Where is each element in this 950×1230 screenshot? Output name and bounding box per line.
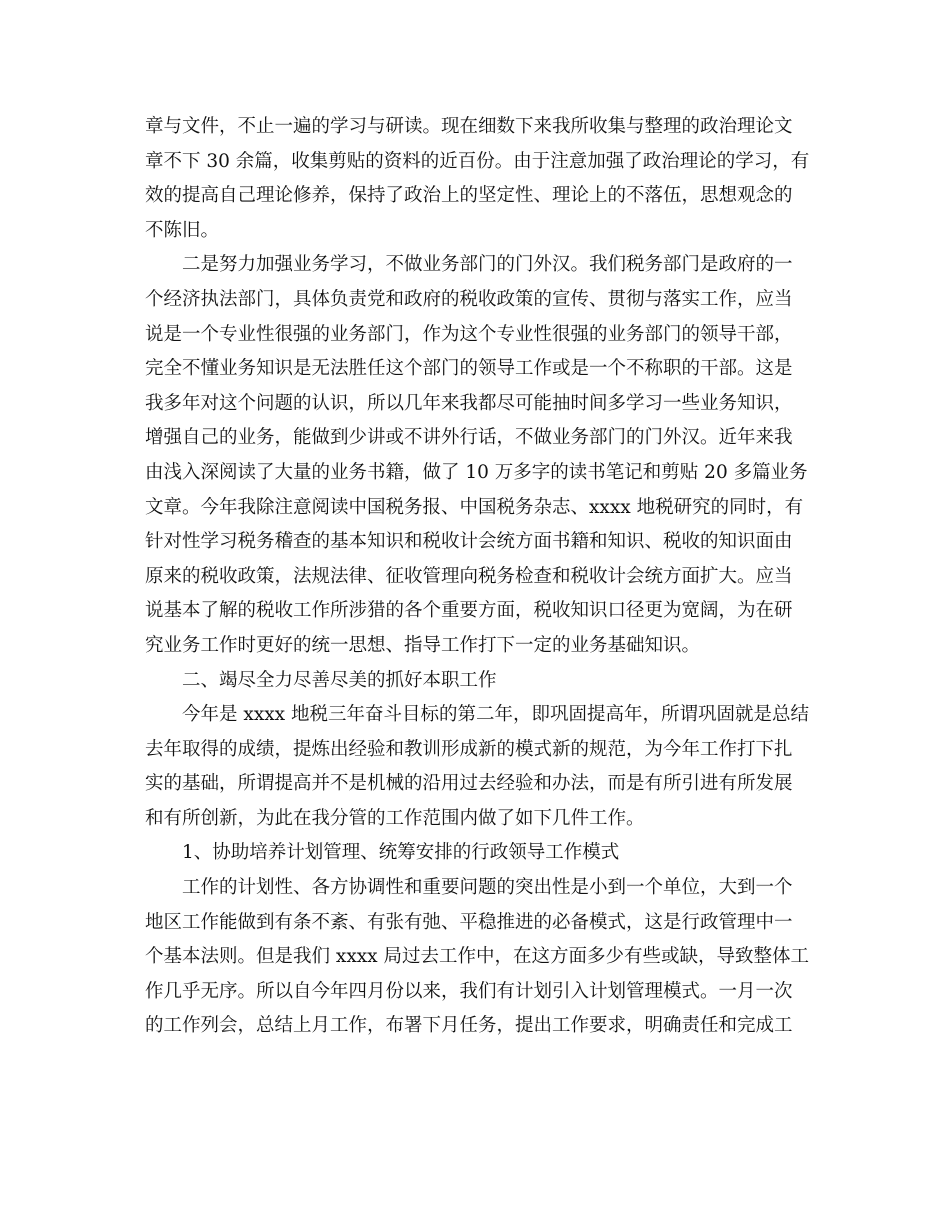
- text-line: 针对性学习税务稽查的基本知识和税收计会统方面书籍和知识、税收的知识面由: [145, 531, 793, 553]
- text-line: 章不下 30 余篇，收集剪贴的资料的近百份。由于注意加强了政治理论的学习，有: [145, 150, 810, 172]
- text-line: 究业务工作时更好的统一思想、指导工作打下一定的业务基础知识。: [145, 634, 701, 656]
- text-line: 个基本法则。但是我们 xxxx 局过去工作中，在这方面多少有些或缺，导致整体工: [145, 946, 809, 968]
- text-line: 增强自己的业务，能做到少讲或不讲外行话，不做业务部门的门外汉。近年来我: [145, 427, 793, 449]
- text-line: 和有所创新，为此在我分管的工作范围内做了如下几件工作。: [145, 807, 645, 829]
- text-line: 个经济执法部门，具体负责党和政府的税收政策的宣传、贯彻与落实工作，应当: [145, 288, 793, 310]
- text-line: 工作的计划性、各方协调性和重要问题的突出性是小到一个单位，大到一个: [182, 877, 793, 899]
- text-line: 实的基础，所谓提高并不是机械的沿用过去经验和办法，而是有所引进有所发展: [145, 773, 793, 795]
- text-line: 效的提高自己理论修养，保持了政治上的坚定性、理论上的不落伍，思想观念的: [145, 185, 793, 207]
- text-line: 的工作列会，总结上月工作，布署下月任务，提出工作要求，明确责任和完成工: [145, 1015, 793, 1037]
- text-line: 地区工作能做到有条不紊、有张有弛、平稳推进的必备模式，这是行政管理中一: [145, 911, 793, 933]
- text-line: 作几乎无序。所以自今年四月份以来，我们有计划引入计划管理模式。一月一次: [145, 980, 793, 1002]
- text-line: 原来的税收政策，法规法律、征收管理向税务检查和税收计会统方面扩大。应当: [145, 565, 793, 587]
- text-line: 文章。今年我除注意阅读中国税务报、中国税务杂志、xxxx 地税研究的同时，有: [145, 496, 804, 518]
- text-line: 由浅入深阅读了大量的业务书籍，做了 10 万多字的读书笔记和剪贴 20 多篇业务: [145, 461, 808, 483]
- text-line: 今年是 xxxx 地税三年奋斗目标的第二年，即巩固提高年，所谓巩固就是总结: [182, 704, 809, 726]
- text-line: 我多年对这个问题的认识，所以几年来我都尽可能抽时间多学习一些业务知识，: [145, 392, 793, 414]
- text-line: 完全不懂业务知识是无法胜任这个部门的领导工作或是一个不称职的干部。这是: [145, 358, 793, 380]
- text-line: 二是努力加强业务学习，不做业务部门的门外汉。我们税务部门是政府的一: [182, 254, 793, 276]
- text-line: 说基本了解的税收工作所涉猎的各个重要方面，税收知识口径更为宽阔，为在研: [145, 600, 793, 622]
- text-line: 章与文件，不止一遍的学习与研读。现在细数下来我所收集与整理的政治理论文: [145, 116, 793, 137]
- text-line: 说是一个专业性很强的业务部门，作为这个专业性很强的业务部门的领导干部，: [145, 323, 793, 345]
- text-line: 1、协助培养计划管理、统筹安排的行政领导工作模式: [182, 842, 620, 864]
- text-line: 不陈旧。: [145, 219, 220, 241]
- text-line: 去年取得的成绩，提炼出经验和教训形成新的模式新的规范，为今年工作打下扎: [145, 738, 793, 760]
- text-line: 二、竭尽全力尽善尽美的抓好本职工作: [182, 669, 497, 691]
- document-body: [145, 110, 810, 1044]
